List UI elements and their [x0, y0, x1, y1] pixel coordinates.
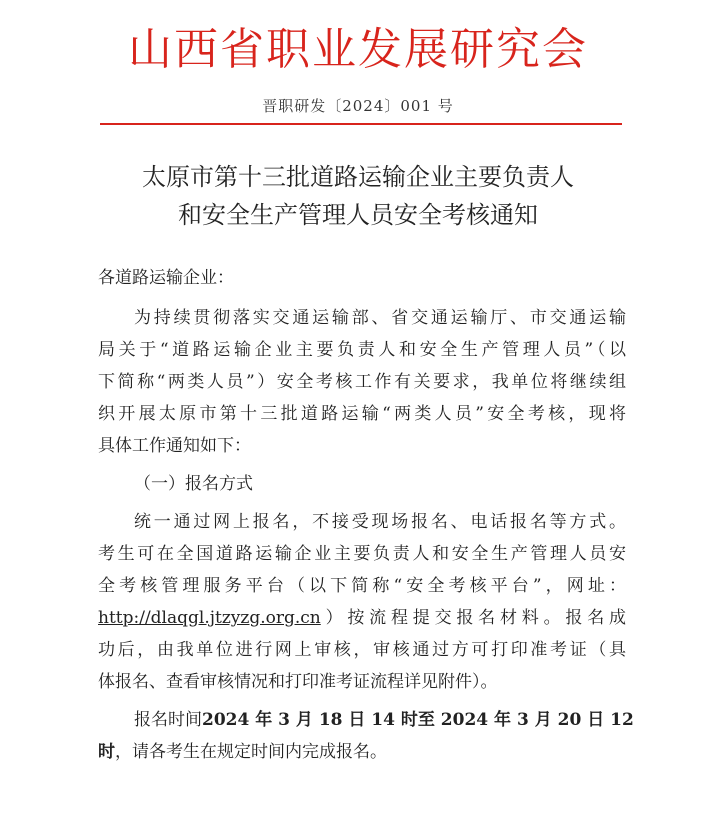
organization-name: 山西省职业发展研究会 [128, 24, 588, 75]
paragraph-1-line: 下简称“两类人员”）安全考核工作有关要求，我单位将继续组 [98, 372, 626, 392]
paragraph-1-line: 为持续贯彻落实交通运输部、省交通运输厅、市交通运输 [134, 308, 626, 328]
notice-title-line-2: 和安全生产管理人员安全考核通知 [178, 201, 538, 229]
paragraph-2-line: 功后，由我单位进行网上审核，审核通过方可打印准考证（具 [98, 640, 626, 660]
paragraph-1-line: 局关于“道路运输企业主要负责人和安全生产管理人员”（以 [98, 340, 626, 360]
registration-time-end: 时 [98, 742, 115, 762]
notice-title [0, 158, 716, 234]
paragraph-2-line: 考生可在全国道路运输企业主要负责人和安全生产管理人员安 [98, 544, 626, 564]
paragraph-2-line: 全考核管理服务平台（以下简称“安全考核平台”，网址： [98, 576, 626, 596]
section-1-heading: （一）报名方式 [134, 474, 253, 494]
paragraph-1 [98, 302, 626, 462]
paragraph-2-line: 体报名、查看审核情况和打印准考证流程详见附件）。 [98, 672, 498, 692]
red-divider [100, 123, 622, 125]
paragraph-2-line: 统一通过网上报名，不接受现场报名、电话报名等方式。 [134, 512, 626, 532]
registration-time-line-2 [98, 736, 626, 768]
paragraph-2-after-url: ）按流程提交报名材料。报名成 [320, 608, 626, 628]
platform-url-link[interactable]: http://dlaqgl.jtzyzg.org.cn [98, 608, 321, 628]
paragraph-1-line: 织开展太原市第十三批道路运输“两类人员”安全考核，现将 [98, 404, 626, 424]
paragraph-2-url-line [98, 602, 626, 634]
registration-time-suffix: ，请各考生在规定时间内完成报名。 [115, 742, 387, 762]
registration-time-range: 2024 年 3 月 18 日 14 时至 2024 年 3 月 20 日 12 [202, 710, 634, 730]
document-number: 晋职研发〔2024〕001 号 [262, 97, 454, 115]
paragraph-3 [98, 704, 634, 768]
paragraph-1-line: 具体工作通知如下： [98, 436, 251, 456]
notice-title-line-1: 太原市第十三批道路运输企业主要负责人 [142, 163, 574, 191]
notice-body [98, 262, 634, 768]
salutation: 各道路运输企业： [98, 268, 234, 288]
registration-time-prefix: 报名时间 [134, 710, 202, 730]
registration-time-line [98, 704, 634, 736]
paragraph-2 [98, 506, 626, 698]
